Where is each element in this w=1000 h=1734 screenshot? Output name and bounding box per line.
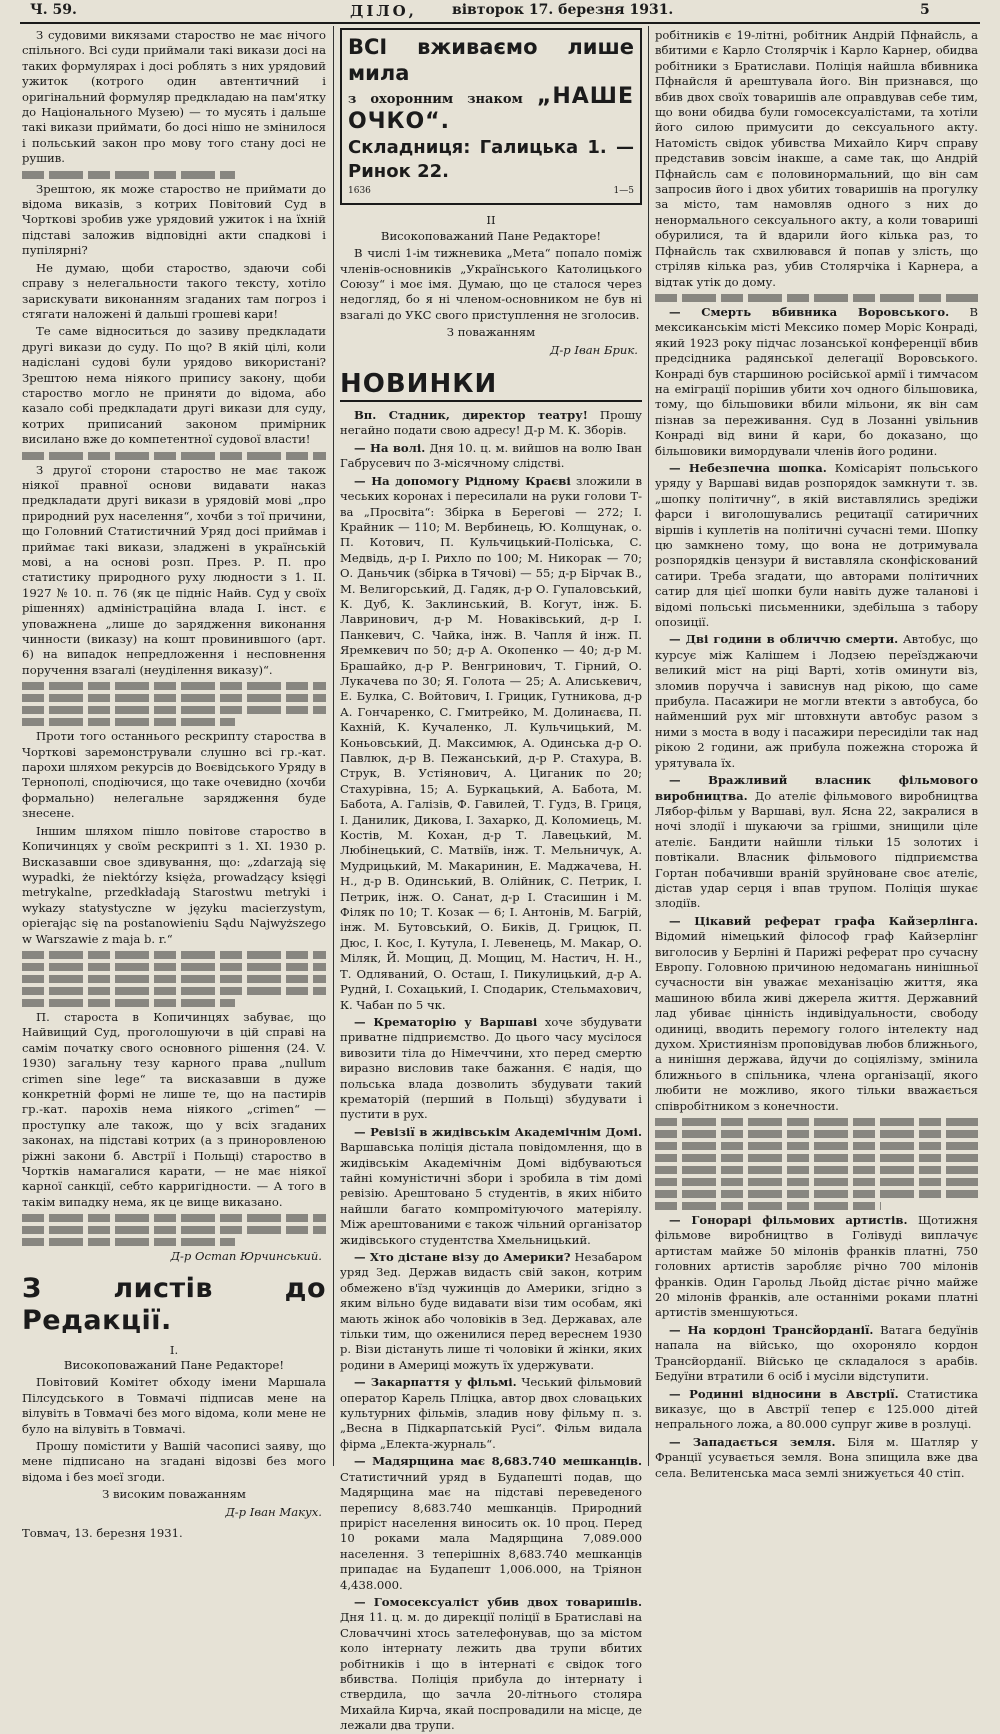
news-item <box>655 1323 978 1385</box>
ad-run: 1—5 <box>613 186 634 196</box>
news-item-title: — Дві години в обличчю смерти. <box>669 632 899 647</box>
news-item-title: — Хто дістане візу до Америки? <box>354 1250 571 1264</box>
news-item-text: Ватага бедуїнів напала на військо, що охороняло кордон Трансйорданії. Військо це складалося з арабів. Бедуїни втратили 6 осіб і мусіли відступити. <box>655 1322 978 1384</box>
left-column <box>22 28 326 1541</box>
news-item-text: зложили в чеських коронах і пересилали на руки голови Т-ва „Просвіта“: Збірка в Берегові — 272; І. Крайник — 110; М. Вербинець, Ю. Колщунак, о. П. Котович, П. Кульчицький-Поліська, С. Медвідь, д-р І. Рихло по 100; М. Никорак — 70; О. Даньчик (збірка в Тячові) — 55; д-р Бірчак В., М. Велигорський, Д. Гадяк, д-р О. Гупаловський, К. Дуб, К. Заклинський, В. Когут, інж. Б. Лавринович, д-р М. Новаківський, д-р І. Панкевич, С. Чайка, інж. В. Чапля й інж. П. Яремкевич по 50; д-р А. Окопенко — 40; д-р М. Брашайко, д-р Р. Венгринович, Т. Гірний, О. Лукачева по 30; Я. Голота — 25; А. Алиськевич, Е. Булка, С. Войтович, І. Грицик, Гутниковa, д-р А. Гончаренко, С. Гмитрейко, М. Долинаєва, П. Кахній, К. Кучаленко, Л. Кульчицький, М. Коньовський, Д. Максимюк, А. Одинська д-р О. Павлюк, д-р В. Пежанський, д-р Р. Стахура, В. Струк, В. Устіянович, А. Циганик по 20; Стахурівна, 15; А. Буркацький, А. Бабота, М. Бабота, А. Галізів, Ф. Гавилей, Т. Гудз, В. Гриця, І. Данилик, Дикова, І. Захарко, Д. Коломиець, М. Костів, М. Кохан, д-р Т. Лавецький, М. Любінецький, С. Матвіїв, інж. Т. Мельничук, А. Мудрицький, М. Макаринин, Е. Маджачева, Н. Н., д-р В. Одинський, В. Олійник, С. Петрик, І. Петрик, інж. О. Санат, д-р І. Стасишин і М. Філяк по 10; Т. Козак — 6; І. Антонів, М. Багрій, інж. М. Бутовський, О. Биків, Д. Грицюк, П. Дюс, І. Кос, І. Кутула, І. Левенець, М. Макар, О. Міляк, Й. Мощиц, Д. Мощиц, М. Настич, Н. Н., Т. Одляваний, О. Осташ, І. Пикулицький, д-р А. Руднй, І. Сохацький, І. Сподарик, Стельмахович, К. Чабан по 5 чк. <box>340 473 642 1012</box>
news-item-title: — Западається земля. <box>669 1434 836 1449</box>
ad-trademark-line <box>348 86 634 136</box>
letter-place-date: Товмач, 13. березня 1931. <box>22 1526 183 1541</box>
news-item-title: — На волі. <box>354 440 426 455</box>
text-line <box>22 718 235 726</box>
news-item <box>340 1375 642 1452</box>
ad-code: 1636 <box>348 186 371 196</box>
news-item-text: Дня 11. ц. м. до дирекції поліції в Братиславі на Словаччині хтось зателефонував, що за містом коло інтернату лежить два трупи вбитих робітників і що в інтернаті є свідок того вбивства. Поліція прибула до інтернату і ствердила, що зачла 20-літнього столяра Михайла Кирча, якай поспровадили на місце, де лежали два трупи. <box>340 1610 642 1733</box>
ad-address: Складниця: Галицька 1. — Ринок 22. <box>348 137 634 182</box>
news-item <box>340 1250 642 1373</box>
article-paragraph: Зрештою, як може староство не приймати до відома виказів, з котрих Повітовий Суд в Чорткові зробив уже урядовий ужиток і на їхній підставі заложив відповідні акти спадкові і пупілярні? <box>22 181 326 258</box>
letters-headline: З листів до Редакції. <box>22 1272 326 1336</box>
text-line <box>655 1178 978 1186</box>
letter-regards: З поважанням <box>446 325 536 340</box>
soap-advertisement <box>340 28 642 205</box>
news-item-text: Варшавська поліція дістала повідомлення, що в жидівськім Академічнім Домі відбуваються тайні комуністичні збори і зробила в тім домі ревізію. Арештовано 5 студентів, в яких нібито найшли багато компромітуючого матеріялу. Між арештованими є також чільний організатор жидівського студентства Хмельницький. <box>340 1140 642 1247</box>
page-ref: Ч. 59. <box>30 2 77 18</box>
news-item <box>655 1387 978 1433</box>
news-item-title: — Родинні відносини в Австрії. <box>669 1386 899 1401</box>
article-paragraph: Те саме відноситься до зазиву предкладати другі викази до суду. По що? В якій цілі, коли надіслані судові були урядово використані? Зрештою нема ніякого припису закону, щоби староство могло не приняти до відома, або казало собі предкладати другі викази для суду, котрих приписаний законом примірник висилано вже до компетентної судової власти! <box>22 324 326 447</box>
news-item-text: Біля м. Шатляр у Франції усувається земля. Вона зпищила вже два села. Велитенська маса землі знижується 40 стіп. <box>655 1434 978 1480</box>
news-item-title: — Вражливий власник фільмового виробництва. <box>655 773 978 803</box>
news-item-title: — Гомосексуаліст убив двох товаришів. <box>354 1594 642 1609</box>
news-item-title: — Смерть вбивника Воровського. <box>669 304 950 319</box>
text-line <box>22 682 326 690</box>
news-item-text: Автобус, що курсує між Калішем і Лодзею переїзджаючи великий міст на ріці Варті, хотів оминути віз, зломив поручча і зависнув над рікою, що саме прибула. Пасажири не могли втекти з автобуса, бо найменший рух міг штовхнути автобус разом з ними з моста в воду і пасажири пересиділи так над рікою 2 години, аж прибула пожежна сторожа й урятувала їх. <box>655 632 978 770</box>
article-paragraph: Іншим шляхом пішло повітове староство в Копичинцях у своїм рескрипті з 1. XI. 1930 р. Висказавши свое здивування, що: „zdarzają się wypadki, że niektórzy księża, prowadzący księgi metrykalne, przedkładają Starostwu metryki i wykazy statystyczne w języku macierzystym, opierając się na postanowieniu Sądu Najwyższego w Warszawie z maja b. r.“ <box>22 823 326 946</box>
text-line <box>22 706 326 714</box>
column-divider <box>648 26 649 1466</box>
text-line <box>655 294 978 302</box>
text-line <box>22 1238 235 1246</box>
ad-trademark-prefix: з охоронним знаком <box>348 92 523 107</box>
ad-headline: ВСІ вживаємо лише мила <box>348 35 634 85</box>
letter-paragraph: Повітовий Комітет обходу імени Маршала Пілсудського в Товмачі підписав мене на вілувіть в Товмачі без мого відома, коли мене не було на вілувіть в Товмачі. <box>22 1375 326 1436</box>
news-item-text: Незабаром уряд Зед. Держав видасть свій закон, котрим обмежено в'їзд чужинців до Америки, згідно з яким вільно буде видавати візи тим особам, які мають жінок або чоловіків в Зед. Державах, але тільки тим, що оженилися перед вереснем 1930 р. Візи дістануть лише ті чоловіки й жінки, яких родини в Америці можуть їх удержувати. <box>340 1250 643 1372</box>
letter-number: II <box>486 213 496 228</box>
news-item <box>655 1213 978 1321</box>
text-line <box>22 975 326 983</box>
masthead-rule <box>20 22 980 24</box>
text-line <box>22 452 326 460</box>
news-item-text: Комісаріят польського уряду у Варшаві видав розпорядок замкнути т. зв. „шопку політичну“, в якій виставлялись зредіжи фарси і виголошувались рецитації сатиричних віршів і куплетів на політичні сучасні теми. Шопку цю замкнено тому, що вона не дотримувала розпорядків цензури й виставляла сконфіскований сатири. Треба згадати, що авторами політичних сатир для цієї шопки були навіть дуже таланові і відомі польські письменники, здебільша з табору опозиції. <box>655 460 978 630</box>
news-item-text: Статистичний уряд в Будапешті подав, що Мадярщина має на підставі переведеного перепису 8,683.740 мешканців. Природний приріст населення виносить ок. 10 проц. Перед 10 роками мала Мадярщина 7,089.000 населення. З теперішніх 8,683.740 мешканців припадає на Будапешт 1,006.000, на Тріянон 4,438.000. <box>340 1469 642 1592</box>
news-item-text: хоче збудувати приватне підприємство. До цього часу мусілося вивозити тіла до Німеччини, хто перед смертю виразно висловив таке бажання. Є надія, що польська влада дозволить збудувати такий крематорій (перший в Польщі) збудувати і пустити в рух. <box>340 1014 643 1122</box>
news-item <box>655 305 978 459</box>
letter-greeting: Високоповажаний Пане Редакторе! <box>63 1358 285 1373</box>
news-item <box>655 773 978 912</box>
middle-column <box>340 28 643 1733</box>
news-item <box>340 441 642 472</box>
news-item-text: Чеський фільмовий оператор Карель Пліцка, автор двох словацьких культурних фільмів, зладив нову фільму п. з. „Весна в Підкарпатській Русі“. Фільм видала фірма „Електа-журналь“. <box>340 1375 643 1451</box>
right-column <box>655 28 979 1480</box>
news-item-title: — Ревізії в жидівськім Академічнім Домі. <box>354 1124 642 1139</box>
text-line <box>655 1202 881 1210</box>
text-line <box>22 1214 326 1222</box>
news-item-title: — Крематорію у Варшаві <box>354 1014 538 1029</box>
text-line <box>655 1190 978 1198</box>
letter-signature: Д-р Іван Макух. <box>225 1504 322 1519</box>
news-item-title: Вп. Стадник, директор театру! <box>354 408 588 423</box>
ad-footer <box>348 184 634 199</box>
newspaper-name: ДІЛО, <box>350 2 417 20</box>
news-item-text: Відомий німецький філософ граф Кайзерлінг виголосив у Берліні й Парижі реферат про сучасну Европу. Головною причиною недомагань нинішньої сучасности він уважає механізацію життя, яка машиною вбила живі джерела життя. Державний лад убиває цінність індивідуальности, свободу одиниці, вводить перемогу голого інтелекту над духом. Християнізм проповідував любов ближнього, а нинішня держава, йдучи до соціялізму, змінила ближнього в спільника, члена організації, якого любити не можливо, якого тільки вважається співробітником з конечности. <box>655 929 978 1113</box>
news-item-title: — На кордоні Трансйорданії. <box>669 1322 874 1337</box>
news-item-text: До ателіє фільмового виробництва Лябор-фільм у Варшаві, вул. Ясна 22, закралися в ночі злодії і шукаючи за грішми, знищили ціле ателіє. Бандити найшли тільки 15 золотих і повтікали. Власник фільмового підприємства Гортан побачивши враній зруйноване своє ателіє, дістав удар серця і впав трупом. Поліція шукає злодіїв. <box>655 788 978 911</box>
news-item <box>340 408 642 439</box>
text-line <box>655 1118 978 1126</box>
letter-number: I. <box>169 1342 179 1357</box>
text-line <box>22 963 326 971</box>
text-line <box>22 171 235 179</box>
text-line <box>22 987 326 995</box>
issue-date: вівторок 17. березня 1931. <box>452 2 674 18</box>
news-section-title: НОВИНКИ <box>340 368 642 402</box>
news-item-text: В мексиканськім місті Мексико помер Моріс Конраді, який 1923 року підчас лозанської конференції вбив предсідника радянської делегації Воровського. Конраді був старшиною російської армії і тимчасом на еміграції порішив убити хоч одного більшовика, тому, що більшовики вбили мільони, як він сам пізнав за переживання. Суд в Лозанні увільнив Конраді від вини й кари, бо доказано, що більшовики вимордували членів його родини. <box>655 304 978 458</box>
signature: Д-р Остап Юрчинський. <box>170 1249 322 1264</box>
text-line <box>655 1130 978 1138</box>
news-item <box>655 914 978 1114</box>
news-item <box>340 1125 642 1248</box>
news-item-title: — Закарпаття у фільмі. <box>354 1375 517 1390</box>
article-paragraph: Не думаю, щоби староство, здаючи собі справу з нелегальности такого тексту, хотіло зарискувати виконанням згаданих там погроз і стягати наложені й дальші грошеві кари! <box>22 260 326 321</box>
article-paragraph: П. староста в Копичинцях забуває, що Найвищий Суд, проголошуючи в цій справі на самім початку свого основного рішення (24. V. 1930) загальну тезу карного права „nullum crimen sine lege“ та висказавши в дуже конкретній формі не лише те, що на пастирів гр.-кат. парохів нема ніякого „crimen“ — проступку але також, що у всіх згаданих законах, на підставі котрих (а з приноровленою ріжні закони б. Австрії і Польщі) староство в Чортків намагалися карати, — не має ніякої карної санкції, себто карригідности. — А того в такім випадку нема, як це вище виказано. <box>22 1009 326 1209</box>
article-paragraph: З судовими викязами староство не має нічого спільного. Всі суди приймали такі викази досі на таких формулярах і досі роблять з них урядовий ужиток (котрого один автентичний і оригінальний формуляр предкладаю на пам'ятку до Національного Музею) — то мусять і дальше такі викази приймати, бо досі нішо не змінилося і польський закон про мову того стану досі не рушив. <box>22 28 326 166</box>
news-item <box>340 1015 642 1123</box>
news-item-title: — На допомогу Рідному Краєві <box>354 473 571 488</box>
news-item-title: — Цікавий реферат графа Кайзерлінга. <box>669 913 978 928</box>
news-item <box>655 1435 978 1481</box>
news-item-title: — Мадярщина має 8,683.740 мешканців. <box>354 1454 642 1469</box>
news-item-title: — Гонорарі фільмових артистів. <box>669 1213 908 1228</box>
letter-regards: З високим поважанням <box>102 1487 246 1502</box>
news-item-title: — Небезпечна шопка. <box>669 460 827 475</box>
news-item <box>340 1454 642 1593</box>
news-item <box>655 461 978 630</box>
news-item-text: Щотижня фільмове виробництво в Голівуді виплачує артистам майже 50 мілонів франків платні, 750 головних артистів заробляє річно 700 мілонів франків. Один Гарольд Льойд дістає річно майже 20 мілонів франків, але останніми роками платні артистів зменшуються. <box>655 1213 978 1320</box>
letter-greeting: Високоповажаний Пане Редакторе! <box>380 228 602 243</box>
letter-paragraph: Прошу помістити у Вашій часописі заяву, що мене підписано на згадані відозві без мого відома і без моєї згоди. <box>22 1439 326 1484</box>
text-line <box>655 1154 978 1162</box>
article-paragraph: З другої сторони староство не має також ніякої правної основи видавати наказ предкладати другі викази в урядовій мові „про природний рух населення“, хочби з тої причини, що Головний Статистичний Уряд досі приймав і приймає такі викази, зладжені в українській мові, а на основі розп. През. Р. П. про статистику природного руху людности з 1. II. 1927 № 10. п. 76 (як це підніс Найв. Суд у своїх рішеннях) адміністраційна влада І. інст. є уповажнена „лише до зарядження виконання чинности (виказу) на кошт провинившого (арт. 6) на випадок непредложення і несповнення поручення взагалі (неуділення виказу)“. <box>22 462 326 677</box>
letter-paragraph: В числі 1-ім тижневика „Мета“ попало поміж членів-основників „Українського Католицького Союзу“ і моє імя. Думаю, що це сталося через недогляд, бо я ні членом-основником не був ні взагалі до УКС свого приступлення не зголосив. <box>340 246 642 322</box>
article-paragraph: Проти того останнього рескрипту староства в Чорткові заремонстрували слушно всі гр.-кат. пароxи шляхом рекурсів до Воєвідського Уряду в Тернополі, сподіючися, що таке очевидно (хочби формально) нелегальне зарядження буде знесене. <box>22 729 326 821</box>
text-line <box>655 1166 978 1174</box>
page-number: 5 <box>920 2 930 18</box>
text-line <box>22 1226 326 1234</box>
news-item-text: Дня 10. ц. м. вийшов на волю Іван Габрусевич по 3-місячному слідстві. <box>340 440 642 471</box>
news-item-text: Прошу негайно подати свою адресу! Д-р М. К. Зборів. <box>340 408 643 438</box>
news-item <box>340 474 642 1013</box>
text-line <box>22 694 326 702</box>
news-item-continuation: робітників є 19-літні, робітник Андрій Пфнайсль, а вбитими є Карло Столярчік і Карло Карнер, обидва робітники з Братислави. Поліція найшла вбивника Пфнайсля й арештувала його. Він признався, що вбив двох своїх товаришів але оправдував себе тим, що вони обидва були гомосексуалістами, та хотіли його силою примусити до сексуального акту. Натомість свідок убивства Михайло Кирч справу представив зовсім інакше, а саме так, що Андрій Пфнайсль сам є половинормальний, що він сам запросив його і двох убитих товаришів на прогулку за місто, там намовляв одного з них до ненормального сексуального акту, а коли товариші обурилися, та й вдарили його кілька раз, то Пфнайсль так схвилювався й попав у злість, що стріляв кілька раз, убив Столярчіка і Карнера, а відтак утік до дому. <box>655 28 978 289</box>
text-line <box>22 999 235 1007</box>
news-item <box>655 632 978 771</box>
column-divider <box>333 26 334 1466</box>
masthead <box>20 0 980 22</box>
news-item <box>340 1595 642 1734</box>
text-line <box>655 1142 978 1150</box>
text-line <box>22 951 326 959</box>
ad-brand-name: „НАШЕ ОЧКО“. <box>348 84 634 134</box>
letter-signature: Д-р Іван Брик. <box>549 342 638 357</box>
news-item-text: Статистика виказує, що в Австрії тепер є 125.000 дітей непрального ложа, а 80.000 супруг живе в розлуці. <box>655 1386 979 1432</box>
